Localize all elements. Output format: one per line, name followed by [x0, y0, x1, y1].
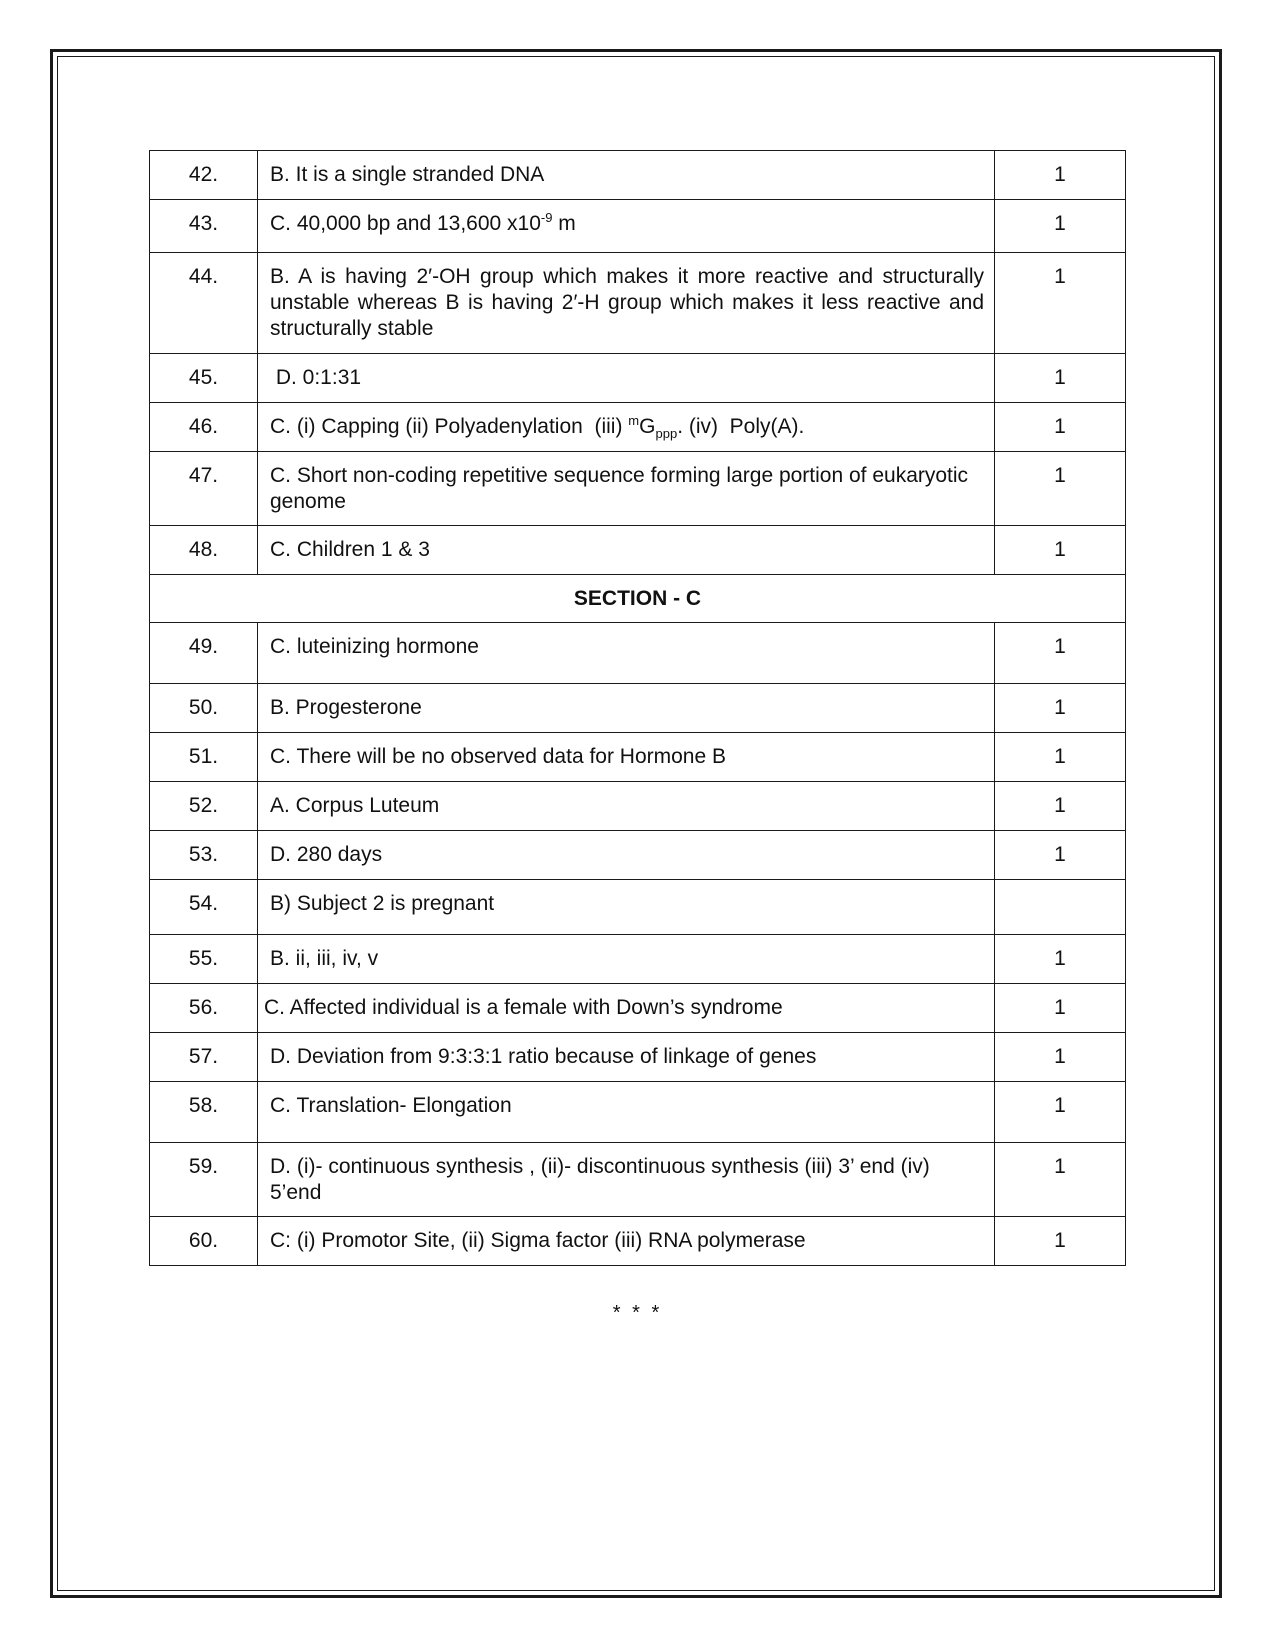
- marks: 1: [995, 200, 1126, 253]
- answer-text-part: G: [639, 415, 656, 438]
- marks: 1: [995, 1143, 1126, 1217]
- question-number: 44.: [150, 253, 258, 354]
- marks: 1: [995, 151, 1126, 200]
- answer-text: C: (i) Promotor Site, (ii) Sigma factor (iii) RNA polymerase: [258, 1217, 995, 1266]
- table-row: [150, 1217, 1126, 1266]
- answer-text: B. ii, iii, iv, v: [258, 935, 995, 984]
- table-row: [150, 831, 1126, 880]
- marks: 1: [995, 984, 1126, 1033]
- marks: 1: [995, 253, 1126, 354]
- table-row: [150, 733, 1126, 782]
- answer-text: B. Progesterone: [258, 684, 995, 733]
- answer-text: B) Subject 2 is pregnant: [258, 880, 995, 935]
- marks: 1: [995, 1217, 1126, 1266]
- marks: 1: [995, 1033, 1126, 1082]
- answer-text-part: C. 40,000 bp and 13,600 x10: [270, 212, 541, 235]
- answer-text: [258, 200, 995, 253]
- question-number: 43.: [150, 200, 258, 253]
- marks: 1: [995, 831, 1126, 880]
- question-number: 46.: [150, 403, 258, 452]
- answer-text: D. (i)- continuous synthesis , (ii)- discontinuous synthesis (iii) 3’ end (iv) 5’end: [258, 1143, 995, 1217]
- answer-text: C. Affected individual is a female with Down’s syndrome: [258, 984, 995, 1033]
- question-number: 42.: [150, 151, 258, 200]
- subscript: ppp: [655, 426, 678, 442]
- answer-text: B. A is having 2′-OH group which makes it more reactive and structurally unstable whereas B is having 2′-H group which makes it less reactive and structurally stable: [258, 253, 995, 354]
- question-number: 59.: [150, 1143, 258, 1217]
- question-number: 48.: [150, 526, 258, 575]
- answer-text: D. Deviation from 9:3:3:1 ratio because of linkage of genes: [258, 1033, 995, 1082]
- table-row: [150, 684, 1126, 733]
- question-number: 55.: [150, 935, 258, 984]
- question-number: 50.: [150, 684, 258, 733]
- question-number: 49.: [150, 623, 258, 684]
- table-row: [150, 880, 1126, 935]
- question-number: 57.: [150, 1033, 258, 1082]
- superscript: -9: [540, 210, 553, 225]
- answer-text: D. 280 days: [258, 831, 995, 880]
- marks: 1: [995, 452, 1126, 526]
- marks: [995, 880, 1126, 935]
- marks: 1: [995, 403, 1126, 452]
- section-title: SECTION - C: [150, 575, 1126, 623]
- table-row: [150, 452, 1126, 526]
- table-row: [150, 984, 1126, 1033]
- table-row: [150, 151, 1126, 200]
- table-row: [150, 1033, 1126, 1082]
- table-row: [150, 1143, 1126, 1217]
- table-row: [150, 526, 1126, 575]
- answer-text: C. Short non-coding repetitive sequence forming large portion of eukaryotic genome: [258, 452, 995, 526]
- marks: 1: [995, 935, 1126, 984]
- question-number: 58.: [150, 1082, 258, 1143]
- answer-text: [258, 403, 995, 452]
- question-number: 56.: [150, 984, 258, 1033]
- marks: 1: [995, 354, 1126, 403]
- marks: 1: [995, 733, 1126, 782]
- answer-text: C. Translation- Elongation: [258, 1082, 995, 1143]
- answer-text: C. luteinizing hormone: [258, 623, 995, 684]
- question-number: 47.: [150, 452, 258, 526]
- table-row: [150, 253, 1126, 354]
- answer-key-table: [149, 150, 1126, 1266]
- end-of-document-marker: * * *: [612, 1302, 663, 1324]
- marks: 1: [995, 623, 1126, 684]
- question-number: 53.: [150, 831, 258, 880]
- answer-text: C. There will be no observed data for Hormone B: [258, 733, 995, 782]
- table-row: [150, 200, 1126, 253]
- question-number: 60.: [150, 1217, 258, 1266]
- answer-text: C. Children 1 & 3: [258, 526, 995, 575]
- marks: 1: [995, 526, 1126, 575]
- answer-text: D. 0:1:31: [258, 354, 995, 403]
- marks: 1: [995, 782, 1126, 831]
- table-row: [150, 782, 1126, 831]
- answer-text-part: C. (i) Capping (ii) Polyadenylation (iii): [270, 415, 629, 438]
- section-header-row: [150, 575, 1126, 623]
- answer-text: A. Corpus Luteum: [258, 782, 995, 831]
- question-number: 52.: [150, 782, 258, 831]
- answer-text: B. It is a single stranded DNA: [258, 151, 995, 200]
- marks: 1: [995, 1082, 1126, 1143]
- answer-text-part: m: [552, 212, 576, 235]
- table-row: [150, 935, 1126, 984]
- table-row: [150, 403, 1126, 452]
- table-row: [150, 354, 1126, 403]
- marks: 1: [995, 684, 1126, 733]
- answer-text-part: . (iv) Poly(A).: [677, 415, 805, 438]
- superscript: m: [628, 413, 640, 428]
- table-row: [150, 623, 1126, 684]
- question-number: 54.: [150, 880, 258, 935]
- question-number: 45.: [150, 354, 258, 403]
- question-number: 51.: [150, 733, 258, 782]
- table-row: [150, 1082, 1126, 1143]
